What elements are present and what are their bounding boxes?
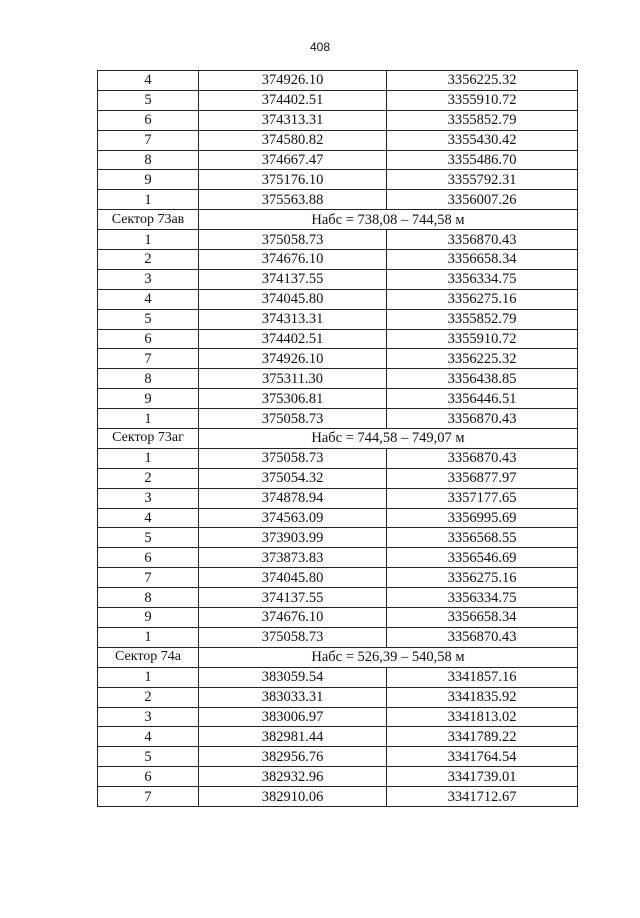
x-coordinate: 382932.96 bbox=[199, 767, 387, 787]
table-row bbox=[98, 329, 578, 349]
x-coordinate: 373873.83 bbox=[199, 548, 387, 568]
table-row bbox=[98, 747, 578, 767]
point-number: 1 bbox=[98, 627, 199, 647]
point-number: 4 bbox=[98, 71, 199, 91]
table-row bbox=[98, 349, 578, 369]
x-coordinate: 375058.73 bbox=[199, 230, 387, 250]
y-coordinate: 3356546.69 bbox=[387, 548, 578, 568]
sector-header-row bbox=[98, 210, 578, 230]
point-number: 5 bbox=[98, 90, 199, 110]
table-row bbox=[98, 448, 578, 468]
table-row bbox=[98, 767, 578, 787]
y-coordinate: 3356870.43 bbox=[387, 409, 578, 429]
y-coordinate: 3357177.65 bbox=[387, 488, 578, 508]
x-coordinate: 383059.54 bbox=[199, 667, 387, 687]
point-number: 6 bbox=[98, 329, 199, 349]
sector-name: Сектор 74а bbox=[98, 647, 199, 667]
x-coordinate: 374313.31 bbox=[199, 110, 387, 130]
sector-header-row bbox=[98, 647, 578, 667]
y-coordinate: 3356658.34 bbox=[387, 250, 578, 270]
y-coordinate: 3341712.67 bbox=[387, 787, 578, 807]
y-coordinate: 3356870.43 bbox=[387, 627, 578, 647]
table-row bbox=[98, 707, 578, 727]
coordinates-table bbox=[97, 70, 578, 807]
table-row bbox=[98, 727, 578, 747]
y-coordinate: 3356334.75 bbox=[387, 588, 578, 608]
y-coordinate: 3356995.69 bbox=[387, 508, 578, 528]
point-number: 6 bbox=[98, 548, 199, 568]
y-coordinate: 3356877.97 bbox=[387, 468, 578, 488]
y-coordinate: 3341857.16 bbox=[387, 667, 578, 687]
y-coordinate: 3356225.32 bbox=[387, 349, 578, 369]
y-coordinate: 3356334.75 bbox=[387, 269, 578, 289]
x-coordinate: 374580.82 bbox=[199, 130, 387, 150]
x-coordinate: 375563.88 bbox=[199, 190, 387, 210]
table-row bbox=[98, 608, 578, 628]
x-coordinate: 375311.30 bbox=[199, 369, 387, 389]
x-coordinate: 374402.51 bbox=[199, 329, 387, 349]
x-coordinate: 375306.81 bbox=[199, 389, 387, 409]
point-number: 9 bbox=[98, 608, 199, 628]
y-coordinate: 3356225.32 bbox=[387, 71, 578, 91]
y-coordinate: 3341813.02 bbox=[387, 707, 578, 727]
sector-header-row bbox=[98, 429, 578, 449]
x-coordinate: 374676.10 bbox=[199, 250, 387, 270]
table-row bbox=[98, 667, 578, 687]
table-row bbox=[98, 269, 578, 289]
table-row bbox=[98, 150, 578, 170]
point-number: 5 bbox=[98, 309, 199, 329]
x-coordinate: 382981.44 bbox=[199, 727, 387, 747]
x-coordinate: 375058.73 bbox=[199, 409, 387, 429]
table-row bbox=[98, 687, 578, 707]
y-coordinate: 3356446.51 bbox=[387, 389, 578, 409]
table-row bbox=[98, 508, 578, 528]
x-coordinate: 375058.73 bbox=[199, 448, 387, 468]
x-coordinate: 374878.94 bbox=[199, 488, 387, 508]
point-number: 3 bbox=[98, 707, 199, 727]
x-coordinate: 374563.09 bbox=[199, 508, 387, 528]
y-coordinate: 3355910.72 bbox=[387, 329, 578, 349]
point-number: 8 bbox=[98, 588, 199, 608]
point-number: 1 bbox=[98, 230, 199, 250]
x-coordinate: 374667.47 bbox=[199, 150, 387, 170]
point-number: 1 bbox=[98, 667, 199, 687]
y-coordinate: 3355910.72 bbox=[387, 90, 578, 110]
point-number: 4 bbox=[98, 508, 199, 528]
table-row bbox=[98, 309, 578, 329]
y-coordinate: 3356568.55 bbox=[387, 528, 578, 548]
point-number: 7 bbox=[98, 787, 199, 807]
table-row bbox=[98, 548, 578, 568]
table-row bbox=[98, 190, 578, 210]
table-row bbox=[98, 230, 578, 250]
sector-name: Сектор 73аг bbox=[98, 429, 199, 449]
table-row bbox=[98, 787, 578, 807]
point-number: 5 bbox=[98, 747, 199, 767]
y-coordinate: 3356438.85 bbox=[387, 369, 578, 389]
sector-height-range: Набс = 744,58 – 749,07 м bbox=[199, 429, 578, 449]
point-number: 6 bbox=[98, 767, 199, 787]
point-number: 4 bbox=[98, 289, 199, 309]
point-number: 2 bbox=[98, 687, 199, 707]
x-coordinate: 374926.10 bbox=[199, 71, 387, 91]
point-number: 8 bbox=[98, 150, 199, 170]
sector-name: Сектор 73ав bbox=[98, 210, 199, 230]
y-coordinate: 3341739.01 bbox=[387, 767, 578, 787]
x-coordinate: 373903.99 bbox=[199, 528, 387, 548]
table-row bbox=[98, 488, 578, 508]
x-coordinate: 374137.55 bbox=[199, 269, 387, 289]
x-coordinate: 374313.31 bbox=[199, 309, 387, 329]
sector-height-range: Набс = 738,08 – 744,58 м bbox=[199, 210, 578, 230]
point-number: 9 bbox=[98, 389, 199, 409]
x-coordinate: 383033.31 bbox=[199, 687, 387, 707]
point-number: 3 bbox=[98, 269, 199, 289]
table-row bbox=[98, 627, 578, 647]
table-row bbox=[98, 588, 578, 608]
x-coordinate: 374137.55 bbox=[199, 588, 387, 608]
point-number: 8 bbox=[98, 369, 199, 389]
coordinates-table-body bbox=[98, 71, 578, 807]
x-coordinate: 383006.97 bbox=[199, 707, 387, 727]
y-coordinate: 3356870.43 bbox=[387, 230, 578, 250]
y-coordinate: 3341835.92 bbox=[387, 687, 578, 707]
point-number: 6 bbox=[98, 110, 199, 130]
point-number: 7 bbox=[98, 568, 199, 588]
point-number: 1 bbox=[98, 190, 199, 210]
y-coordinate: 3355852.79 bbox=[387, 309, 578, 329]
y-coordinate: 3356275.16 bbox=[387, 289, 578, 309]
point-number: 3 bbox=[98, 488, 199, 508]
table-row bbox=[98, 71, 578, 91]
y-coordinate: 3341789.22 bbox=[387, 727, 578, 747]
x-coordinate: 374045.80 bbox=[199, 568, 387, 588]
y-coordinate: 3355430.42 bbox=[387, 130, 578, 150]
y-coordinate: 3356658.34 bbox=[387, 608, 578, 628]
table-row bbox=[98, 110, 578, 130]
y-coordinate: 3356275.16 bbox=[387, 568, 578, 588]
table-row bbox=[98, 389, 578, 409]
point-number: 1 bbox=[98, 409, 199, 429]
y-coordinate: 3356870.43 bbox=[387, 448, 578, 468]
y-coordinate: 3356007.26 bbox=[387, 190, 578, 210]
x-coordinate: 382910.06 bbox=[199, 787, 387, 807]
x-coordinate: 382956.76 bbox=[199, 747, 387, 767]
x-coordinate: 375176.10 bbox=[199, 170, 387, 190]
table-row bbox=[98, 568, 578, 588]
table-row bbox=[98, 170, 578, 190]
point-number: 1 bbox=[98, 448, 199, 468]
table-row bbox=[98, 369, 578, 389]
table-row bbox=[98, 528, 578, 548]
table-row bbox=[98, 130, 578, 150]
table-row bbox=[98, 409, 578, 429]
table-row bbox=[98, 250, 578, 270]
point-number: 2 bbox=[98, 250, 199, 270]
point-number: 9 bbox=[98, 170, 199, 190]
table-row bbox=[98, 468, 578, 488]
page-number: 408 bbox=[309, 40, 331, 54]
x-coordinate: 375054.32 bbox=[199, 468, 387, 488]
point-number: 7 bbox=[98, 130, 199, 150]
x-coordinate: 374926.10 bbox=[199, 349, 387, 369]
x-coordinate: 374676.10 bbox=[199, 608, 387, 628]
point-number: 5 bbox=[98, 528, 199, 548]
x-coordinate: 374402.51 bbox=[199, 90, 387, 110]
point-number: 4 bbox=[98, 727, 199, 747]
y-coordinate: 3355486.70 bbox=[387, 150, 578, 170]
table-row bbox=[98, 289, 578, 309]
sector-height-range: Набс = 526,39 – 540,58 м bbox=[199, 647, 578, 667]
x-coordinate: 374045.80 bbox=[199, 289, 387, 309]
y-coordinate: 3355792.31 bbox=[387, 170, 578, 190]
table-row bbox=[98, 90, 578, 110]
y-coordinate: 3341764.54 bbox=[387, 747, 578, 767]
point-number: 7 bbox=[98, 349, 199, 369]
y-coordinate: 3355852.79 bbox=[387, 110, 578, 130]
point-number: 2 bbox=[98, 468, 199, 488]
x-coordinate: 375058.73 bbox=[199, 627, 387, 647]
